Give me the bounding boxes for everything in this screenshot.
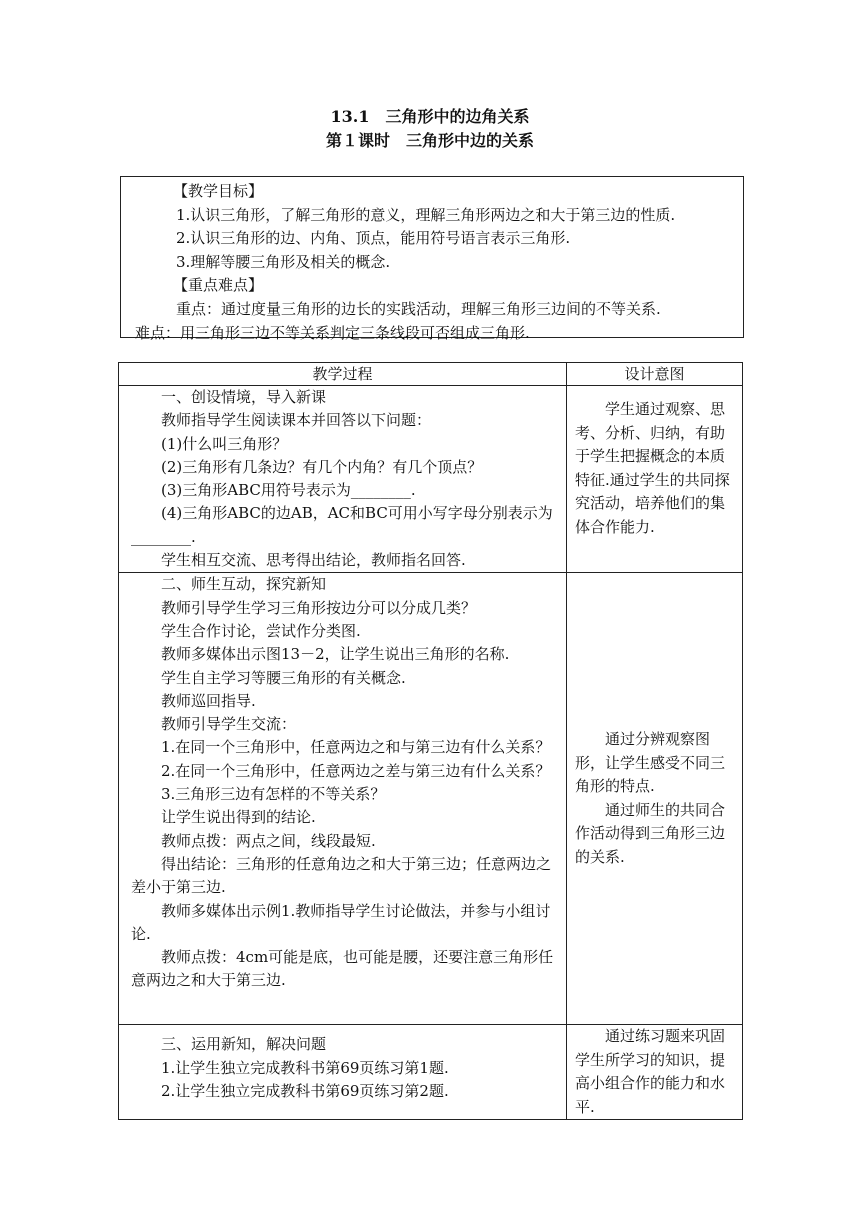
intent-text: 通过分辨观察图形，让学生感受不同三角形的特点. (575, 730, 726, 796)
process-line: 教师多媒体出示例1.教师指导学生讨论做法，并参与小组讨论. (131, 901, 551, 943)
process-line: (3)三角形ABC用符号表示为________. (161, 481, 416, 500)
intent-cell (567, 386, 743, 573)
process-line: 教师引导学生交流： (161, 715, 297, 734)
process-line: 教师点拨：4cm可能是底，也可能是腰，还要注意三角形任意两边之和大于第三边. (131, 948, 554, 990)
lesson-subtitle: 第１课时 三角形中边的关系 (325, 131, 534, 150)
section-heading: 二、师生互动，探究新知 (161, 575, 327, 594)
intent-text: 通过师生的共同合作活动得到三角形三边的关系. (575, 800, 726, 866)
process-line: 教师多媒体出示图13－2，让学生说出三角形的名称. (161, 645, 510, 664)
process-line: 教师巡回指导. (161, 691, 256, 710)
question-line: 1.在同一个三角形中，任意两边之和与第三边有什么关系？ (161, 738, 551, 757)
process-cell (119, 1025, 567, 1120)
header-intent: 设计意图 (567, 363, 743, 386)
process-line: 学生相互交流、思考得出结论，教师指名回答. (161, 551, 466, 570)
question-line: 2.在同一个三角形中，任意两边之差与第三边有什么关系？ (161, 761, 551, 780)
process-line: 让学生说出得到的结论. (161, 808, 316, 827)
objectives-heading: 【教学目标】 (173, 182, 264, 200)
table-row (119, 386, 743, 573)
process-line: (1)什么叫三角形？ (161, 434, 288, 453)
process-line: 得出结论：三角形的任意角边之和大于第三边；任意两边之差小于第三边. (131, 854, 552, 897)
intent-cell (567, 573, 743, 1025)
intent-cell (567, 1025, 743, 1120)
process-line: 教师指导学生阅读课本并回答以下问题： (161, 411, 432, 430)
process-line: 1.让学生独立完成教科书第69页练习第1题. (161, 1058, 449, 1077)
intent-text: 学生通过观察、思考、分析、归纳，有助于学生把握概念的本质特征.通过学生的共同探究活动，培养他们的集体合作能力. (575, 400, 730, 536)
section-heading: 一、创设情境，导入新课 (161, 388, 327, 406)
table-header-row (119, 363, 743, 386)
process-line: (2)三角形有几条边？有几个内角？有几个顶点？ (161, 457, 483, 476)
process-line: 学生合作讨论，尝试作分类图. (161, 621, 361, 640)
objectives-box (120, 176, 744, 342)
process-line: (4)三角形ABC的边AB，AC和BC可用小写字母分别表示为________. (131, 504, 553, 546)
intent-text: 通过练习题来巩固学生所学习的知识，提高小组合作的能力和水平. (575, 1027, 726, 1116)
key-points-heading: 【重点难点】 (173, 276, 264, 295)
table-row (119, 1025, 743, 1120)
objective-item: 2.认识三角形的边、内角、顶点，能用符号语言表示三角形. (176, 229, 571, 248)
header-process: 教学过程 (119, 363, 567, 386)
table-row (119, 573, 743, 1025)
process-line: 教师引导学生学习三角形按边分可以分成几类？ (161, 598, 477, 617)
process-line: 教师点拨：两点之间，线段最短. (161, 831, 376, 850)
process-line: 学生自主学习等腰三角形的有关概念. (161, 668, 406, 687)
teaching-process-table (118, 362, 743, 1120)
key-point: 重点：通过度量三角形的边长的实践活动，理解三角形三边间的不等关系. (176, 299, 661, 318)
difficulty: 难点：用三角形三边不等关系判定三条线段可否组成三角形. (135, 323, 530, 342)
objective-item: 1.认识三角形，了解三角形的意义，理解三角形两边之和大于第三边的性质. (176, 205, 676, 224)
lesson-title: 13.1 三角形中的边角关系 (330, 107, 530, 126)
process-cell (119, 386, 567, 573)
process-line: 3.三角形三边有怎样的不等关系？ (161, 785, 386, 804)
process-cell (119, 573, 567, 1025)
objective-item: 3.理解等腰三角形及相关的概念. (176, 252, 391, 271)
section-heading: 三、运用新知，解决问题 (161, 1035, 327, 1054)
process-line: 2.让学生独立完成教科书第69页练习第2题. (161, 1081, 449, 1100)
